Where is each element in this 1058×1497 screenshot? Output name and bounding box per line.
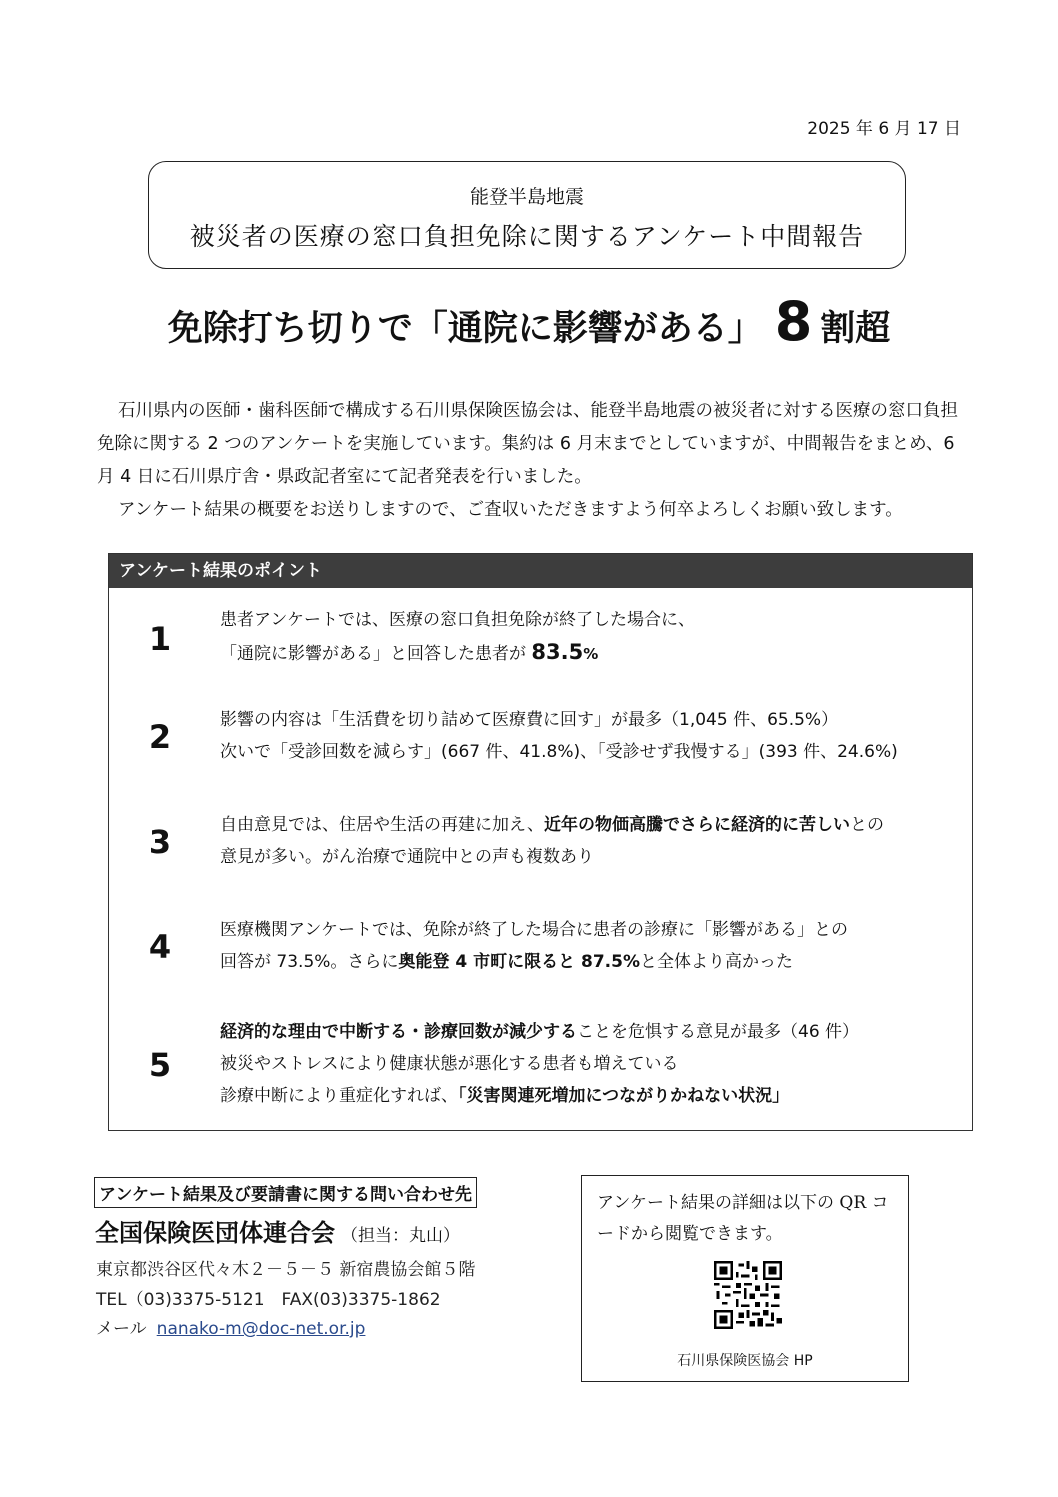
point-line xyxy=(220,1016,859,1048)
headline-big-number: 8 xyxy=(774,290,813,353)
point-text xyxy=(220,1016,859,1112)
point-line: 医療機関アンケートでは、免除が終了した場合に患者の診療に「影響がある」との xyxy=(220,920,848,940)
point-line xyxy=(220,809,884,841)
headline-text: 免除打ち切りで「通院に影響がある」 xyxy=(167,309,763,349)
title-box xyxy=(148,161,906,269)
point-text xyxy=(220,914,848,978)
point-line-part: 自由意見では、住居や生活の再建に加え、 xyxy=(220,815,545,835)
emphasis-text: 「災害関連死増加につながりかねない状況」 xyxy=(458,1086,790,1106)
intro-paragraph-1: 石川県内の医師・歯科医師で構成する石川県保険医協会は、能登半島地震の被災者に対する医療の窓口負担免除に関する 2 つのアンケートを実施しています。集約は 6 月末までとしていますが、中間報告をまとめ、6 月 4 日に石川県庁舎・県政記者室にて記者発表を行いました。 xyxy=(97,401,958,487)
document-date: 2025 年 6 月 17 日 xyxy=(807,119,961,139)
email-label: メール xyxy=(96,1319,147,1339)
emphasis-text: 経済的な理由で中断する・診療回数が減少する xyxy=(220,1022,577,1042)
survey-points-box xyxy=(108,553,973,1131)
point-text xyxy=(220,704,898,768)
headline xyxy=(0,290,1058,353)
emphasis-text: 近年の物価高騰でさらに経済的に苦しい xyxy=(544,815,851,835)
point-line-part: と全体より高かった xyxy=(639,952,793,972)
point-line: 患者アンケートでは、医療の窓口負担免除が終了した場合に、 xyxy=(220,610,695,630)
intro-paragraph-2: アンケート結果の概要をお送りしますので、ご査収いただきますよう何卒よろしくお願い致します。 xyxy=(118,500,903,520)
emphasis-text: 奥能登 4 市町に限ると 87.5% xyxy=(398,952,640,972)
point-line: 影響の内容は「生活費を切り詰めて医療費に回す」が最多（1,045 件、65.5%） xyxy=(220,710,839,730)
contact-person: （担当：丸山） xyxy=(341,1226,460,1246)
point-line: 被災やストレスにより健康状態が悪化する患者も増えている xyxy=(220,1054,679,1074)
point-number: 4 xyxy=(148,928,172,966)
point-number: 5 xyxy=(148,1046,172,1084)
qr-caption: 石川県保険医協会 HP xyxy=(677,1353,813,1369)
point-line: 次いで「受診回数を減らす」(667 件、41.8%)、「受診せず我慢する」(393 件、24.6%) xyxy=(220,742,898,762)
organization-name xyxy=(95,1213,460,1248)
qr-description: アンケート結果の詳細は以下の QR コードから閲覧できます。 xyxy=(597,1193,889,1244)
email-link[interactable]: nanako-m@doc-net.or.jp xyxy=(156,1319,366,1339)
point-number: 2 xyxy=(148,718,172,756)
title-line-1: 能登半島地震 xyxy=(469,186,584,208)
point-line-part: 診療中断により重症化すれば、 xyxy=(220,1086,458,1106)
point-line xyxy=(220,1080,859,1112)
qr-box xyxy=(581,1175,909,1382)
email-line xyxy=(96,1314,365,1339)
points-header: アンケート結果のポイント xyxy=(109,554,972,588)
contact-label: アンケート結果及び要請書に関する問い合わせ先 xyxy=(94,1177,477,1208)
point-line-part: 「通院に影響がある」と回答した患者が xyxy=(220,644,532,664)
org-name: 全国保険医団体連合会 xyxy=(95,1219,335,1247)
point-line-part: 回答が 73.5%。さらに xyxy=(220,952,399,972)
intro-text xyxy=(97,395,967,527)
point-number: 1 xyxy=(148,620,172,658)
point-line xyxy=(220,636,695,670)
point-line-part: ことを危惧する意見が最多（46 件） xyxy=(577,1022,860,1042)
percent-sign: % xyxy=(583,645,599,663)
point-text xyxy=(220,604,695,670)
point-line xyxy=(220,946,848,978)
point-text xyxy=(220,809,884,873)
qr-code-icon[interactable] xyxy=(714,1261,782,1329)
phone-fax: TEL（03)3375-5121 FAX(03)3375-1862 xyxy=(96,1290,441,1310)
point-number: 3 xyxy=(148,823,172,861)
highlight-percent: 83.5 xyxy=(531,640,584,664)
point-line-part: との xyxy=(850,815,885,835)
point-line: 意見が多い。がん治療で通院中との声も複数あり xyxy=(220,847,594,867)
address: 東京都渋谷区代々木２－５－５ 新宿農協会館５階 xyxy=(96,1260,476,1280)
title-line-2: 被災者の医療の窓口負担免除に関するアンケート中間報告 xyxy=(189,222,865,251)
headline-suffix: 割超 xyxy=(820,309,891,349)
